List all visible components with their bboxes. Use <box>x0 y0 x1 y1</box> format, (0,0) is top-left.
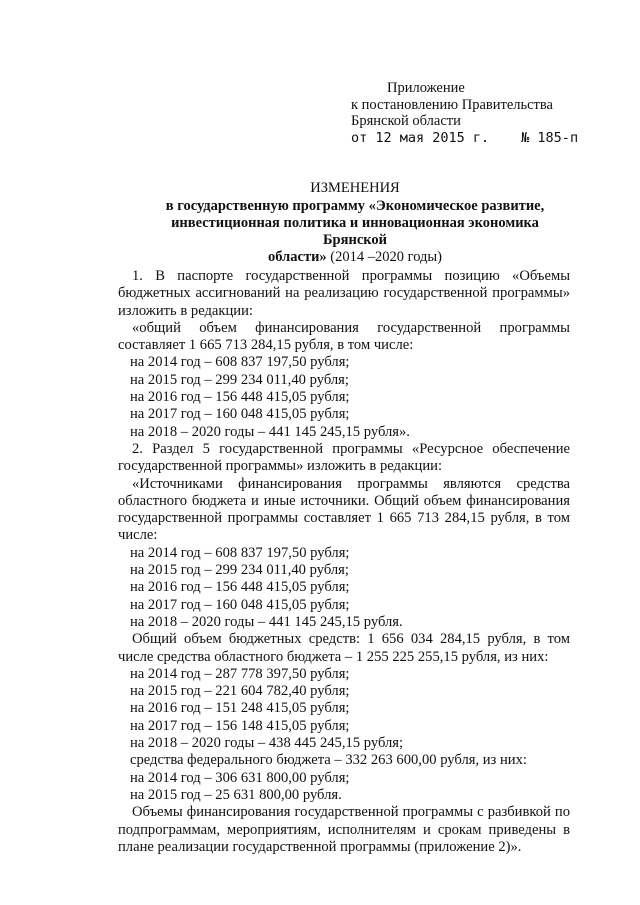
item2-year-2016: на 2016 год – 156 448 415,05 рубля; <box>130 579 350 596</box>
appendix-reference: к постановлению Правительства <box>351 96 553 113</box>
item2-year-2014: на 2014 год – 608 837 197,50 рубля; <box>130 544 350 561</box>
item1-quote: «общий объем финансирования государственной программы составляет 1 665 713 284,15 рубля, в том числе: <box>118 319 570 354</box>
appendix-date-number <box>351 130 578 147</box>
title-line-3-rest: (2014 –2020 годы) <box>326 249 442 265</box>
item1-year-2014: на 2014 год – 608 837 197,50 рубля; <box>130 354 350 371</box>
item2-sources: «Источниками финансирования программы являются средства областного бюджета и иные источники. Общий объем финансирования государственной программы составляет 1 665 713 284,15 рубля, в том числе: <box>118 475 570 544</box>
regional-year-list <box>118 666 570 752</box>
title-line-2: инвестиционная политика и инновационная экономика Брянской <box>171 215 539 248</box>
federal-budget: средства федерального бюджета – 332 263 600,00 рубля, из них: <box>130 752 527 769</box>
federal-year-2015: на 2015 год – 25 631 800,00 рубля. <box>130 786 342 803</box>
item2-closing: Объемы финансирования государственной программы с разбивкой по подпрограммам, мероприятиям, исполнителям и срокам приведены в плане реализации государственной программы (приложение 2)». <box>118 804 570 855</box>
document-title <box>150 180 560 266</box>
appendix-block <box>351 80 578 146</box>
appendix-label: Приложение <box>387 80 465 96</box>
item1-year-2016: на 2016 год – 156 448 415,05 рубля; <box>130 389 350 406</box>
title-heading: ИЗМЕНЕНИЯ <box>310 180 400 196</box>
appendix-region: Брянской области <box>351 113 461 130</box>
regional-year-2017: на 2017 год – 156 148 415,05 рубля; <box>130 717 350 734</box>
item2-year-2015: на 2015 год – 299 234 011,40 рубля; <box>130 562 349 579</box>
regional-year-2015: на 2015 год – 221 604 782,40 рубля; <box>130 683 350 700</box>
document-body <box>118 268 570 856</box>
regional-year-2018-2020: на 2018 – 2020 годы – 438 445 245,15 рубля; <box>130 735 404 752</box>
item1-year-2018-2020: на 2018 – 2020 годы – 441 145 245,15 рубля». <box>130 423 410 440</box>
item1-year-list <box>118 354 570 440</box>
title-line-3-bold: области» <box>267 249 327 265</box>
item2-year-2017: на 2017 год – 160 048 415,05 рубля; <box>130 596 350 613</box>
appendix-date: от 12 мая 2015 г. <box>351 129 490 146</box>
item2-budget-total: Общий объем бюджетных средств: 1 656 034 284,15 рубля, в том числе средства областного бюджета – 1 255 225 255,15 рубля, из них: <box>118 631 570 665</box>
item2-intro: 2. Раздел 5 государственной программы «Ресурсное обеспечение государственной программы» изложить в редакции: <box>118 440 570 475</box>
item1-year-2017: на 2017 год – 160 048 415,05 рубля; <box>130 406 350 423</box>
regional-year-2016: на 2016 год – 151 248 415,05 рубля; <box>130 700 350 717</box>
regional-year-2014: на 2014 год – 287 778 397,50 рубля; <box>130 665 350 682</box>
item1-intro: 1. В паспорте государственной программы позицию «Объемы бюджетных ассигнований на реализацию государственной программы» изложить в редакции: <box>118 268 570 319</box>
title-line-3 <box>150 249 560 266</box>
item1-year-2015: на 2015 год – 299 234 011,40 рубля; <box>130 371 349 388</box>
title-line-1: в государственную программу «Экономическое развитие, <box>165 198 545 214</box>
appendix-number: № 185-п <box>521 129 579 146</box>
federal-year-list <box>118 770 570 805</box>
item2-year-list <box>118 545 570 631</box>
federal-year-2014: на 2014 год – 306 631 800,00 рубля; <box>130 769 350 786</box>
item2-year-2018-2020: на 2018 – 2020 годы – 441 145 245,15 рубля. <box>130 613 403 630</box>
